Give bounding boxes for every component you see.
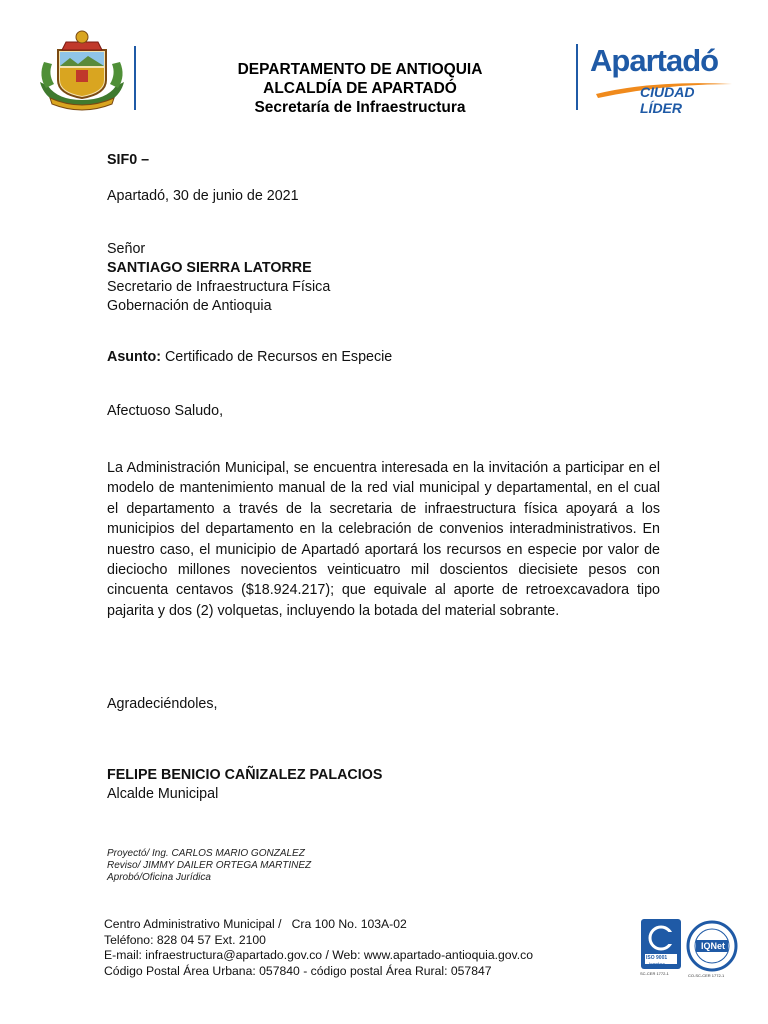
subject-text: Certificado de Recursos en Especie [161,349,393,365]
reference-code: SIF0 – [107,152,150,168]
signature-block [107,766,382,804]
letter-body-paragraph: La Administración Municipal, se encuentra interesada en la invitación a participar en el modelo de mantenimiento manual de la red vial municipal y departamental, en el cual el departamento a través de la secretaria de infraestructura física apoyará a los municipios del departamento en la celebración de convenios interadministrativos. En nuestro caso, el municipio de Apartadó aportará los recursos en especie por valor de dieciocho millones novecientos veinticuatro mil doscientos diecisiete pesos con cincuenta centavos ($18.924.217); que equivale al aporte de retroexcavadora tipo pajarita y dos (2) volquetas, incluyendo la botada del material sobrante. [107,460,660,619]
header-secretaria: Secretaría de Infraestructura [254,99,466,116]
recipient-organization: Gobernación de Antioquia [107,298,272,314]
municipal-coat-of-arms [36,28,128,112]
icontec-iso-label: ISO 9001 [646,955,668,961]
review-notes [107,848,311,884]
signer-role: Alcalde Municipal [107,786,219,802]
footer-postal-codes: Código Postal Área Urbana: 057840 - código postal Área Rural: 057847 [104,963,492,978]
icontec-certification-badge [640,918,682,982]
subject-label: Asunto: [107,349,161,365]
footer-email-web: E-mail: infraestructura@apartado.gov.co / Web: www.apartado-antioquia.gov.co [104,948,533,962]
apartado-brand-logo [590,43,740,116]
header-department: DEPARTAMENTO DE ANTIOQUIA [237,61,483,78]
recipient-role: Secretario de Infraestructura Física [107,279,331,295]
note-proyecto: Proyectó/ Ing. CARLOS MARIO GONZALEZ [107,848,305,859]
signer-name: FELIPE BENICIO CAÑIZALEZ PALACIOS [107,767,383,783]
recipient-name: SANTIAGO SIERRA LATORRE [107,260,312,276]
header-left-divider [134,46,136,110]
note-reviso: Reviso/ JIMMY DAILER ORTEGA MARTINEZ [107,860,312,871]
closing: Agradeciéndoles, [107,696,218,712]
greeting: Afectuoso Saludo, [107,403,224,419]
iqnet-certification-badge [686,920,738,982]
header-right-divider [576,44,578,110]
footer-contact [104,917,533,979]
subject-line [107,348,392,367]
letter-date: Apartadó, 30 de junio de 2021 [107,188,299,204]
brand-slogan: CIUDAD LÍDER [640,84,695,116]
footer-address: Centro Administrativo Municipal / Cra 100 No. 103A-02 [104,917,407,931]
icontec-code: SC-CER 1772-1 [640,971,669,976]
recipient-block [107,240,330,316]
iqnet-label: IQNet [701,941,726,951]
footer-phone: Teléfono: 828 04 57 Ext. 2100 [104,932,266,947]
header-title-block [200,60,520,117]
icontec-brand-label: icontec [649,962,665,968]
brand-name: Apartadó [590,43,719,78]
header-alcaldia: ALCALDÍA DE APARTADÓ [263,80,457,97]
iqnet-code: CO-SC-CER 1772-1 [688,973,725,978]
recipient-salutation: Señor [107,241,146,257]
note-aprobo: Aprobó/Oficina Jurídica [107,872,211,883]
